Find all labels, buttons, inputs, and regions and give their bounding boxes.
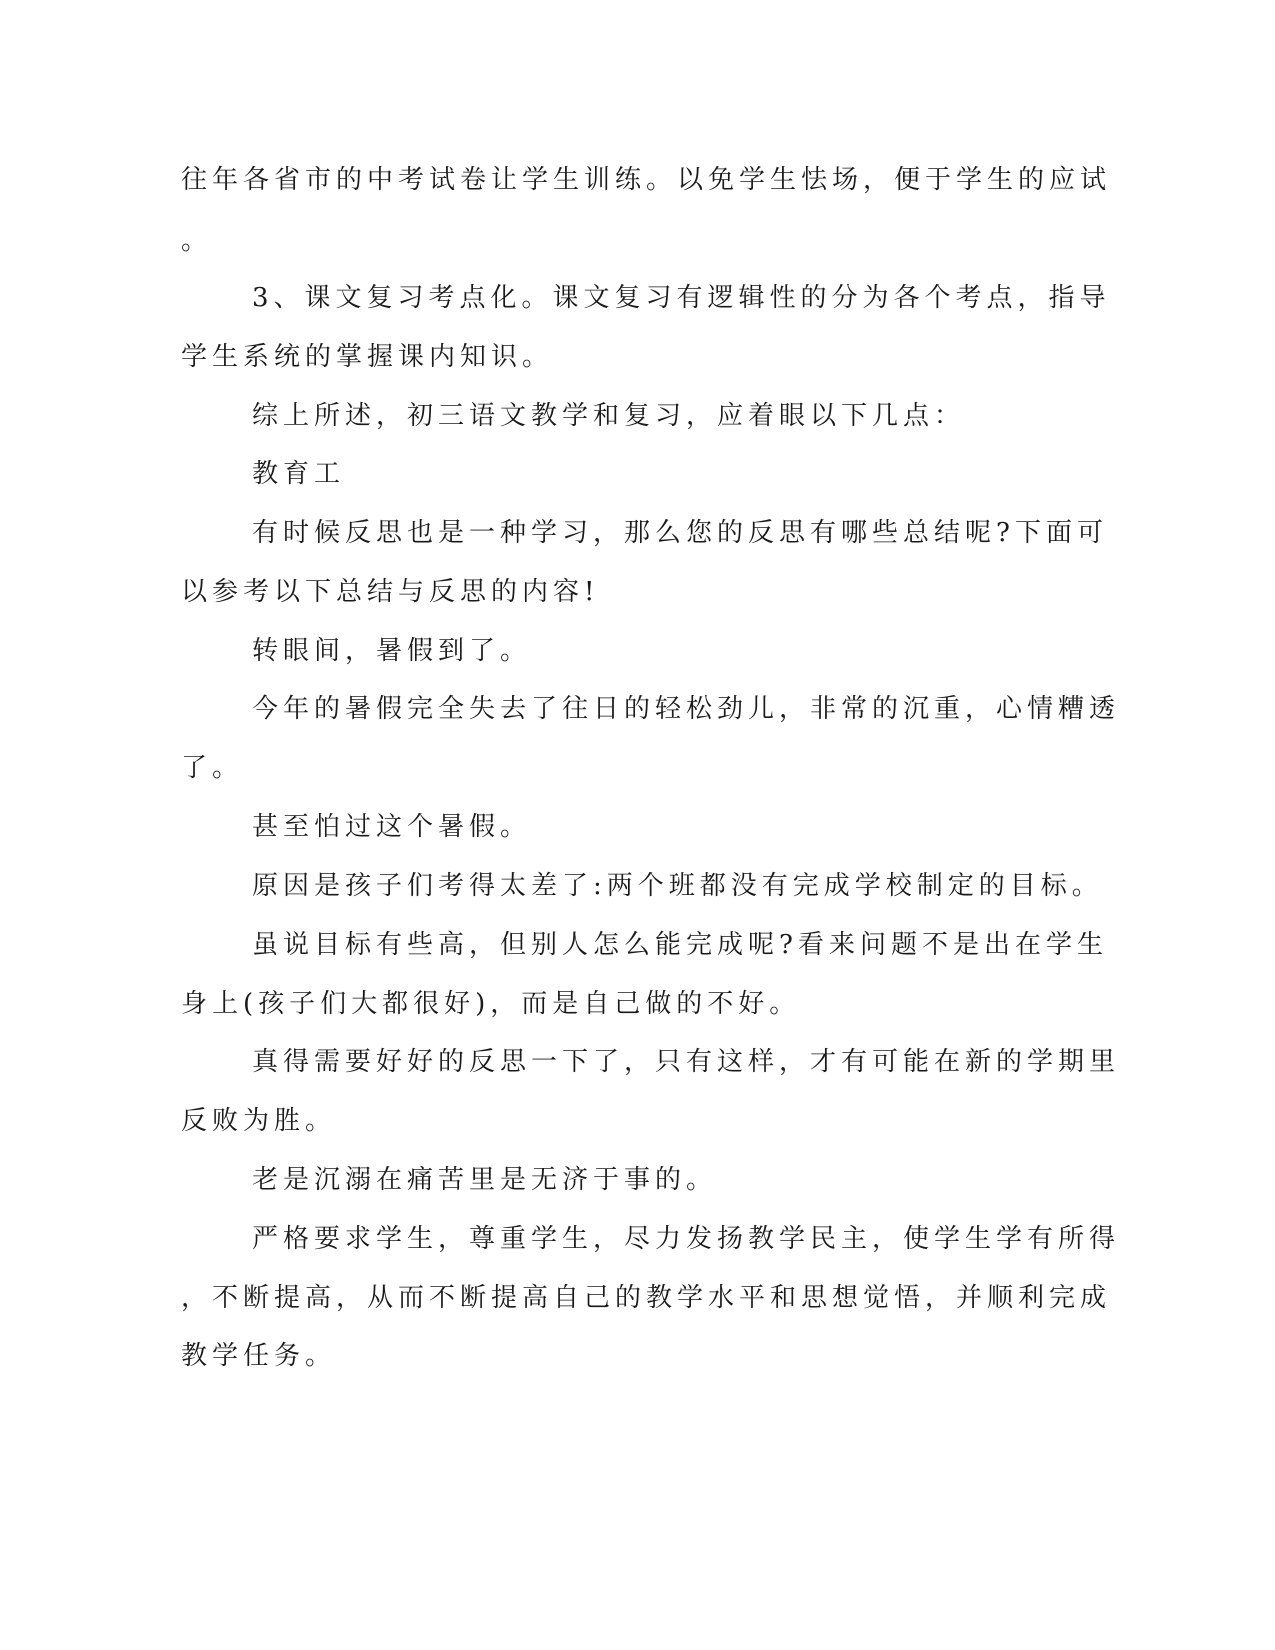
text-line: ，不断提高，从而不断提高自己的教学水平和思想觉悟，并顺利完成	[181, 1283, 1112, 1313]
text-line: 真得需要好好的反思一下了，只有这样，才有可能在新的学期里	[252, 1047, 1121, 1077]
text-line: 身上(孩子们大都很好)，而是自己做的不好。	[181, 989, 801, 1019]
text-line: 教学任务。	[181, 1341, 337, 1371]
text-line: 原因是孩子们考得太差了:两个班都没有完成学校制定的目标。	[252, 871, 1103, 901]
text-line: 老是沉溺在痛苦里是无济于事的。	[252, 1165, 718, 1195]
text-line: 往年各省市的中考试卷让学生训练。以免学生怯场，便于学生的应试	[181, 165, 1112, 195]
text-line: 反败为胜。	[181, 1106, 337, 1136]
text-line: 教育工	[252, 459, 346, 489]
text-line: 严格要求学生，尊重学生，尽力发扬教学民主，使学生学有所得	[252, 1224, 1121, 1254]
text-line: 学生系统的掌握课内知识。	[181, 342, 554, 372]
text-line: 今年的暑假完全失去了往日的轻松劲儿，非常的沉重，心情糟透	[252, 694, 1121, 724]
text-line: 了。	[181, 753, 244, 783]
text-line: 。	[181, 226, 213, 256]
text-line: 以参考以下总结与反思的内容!	[181, 577, 600, 607]
text-line: 综上所述，初三语文教学和复习，应着眼以下几点：	[252, 401, 966, 431]
text-line: 有时候反思也是一种学习，那么您的反思有哪些总结呢?下面可	[252, 518, 1108, 548]
text-line: 转眼间，暑假到了。	[252, 636, 532, 666]
text-line: 甚至怕过这个暑假。	[252, 812, 532, 842]
text-line: 虽说目标有些高，但别人怎么能完成呢?看来问题不是出在学生	[252, 930, 1108, 960]
text-line: 3、课文复习考点化。课文复习有逻辑性的分为各个考点，指导	[252, 283, 1111, 313]
